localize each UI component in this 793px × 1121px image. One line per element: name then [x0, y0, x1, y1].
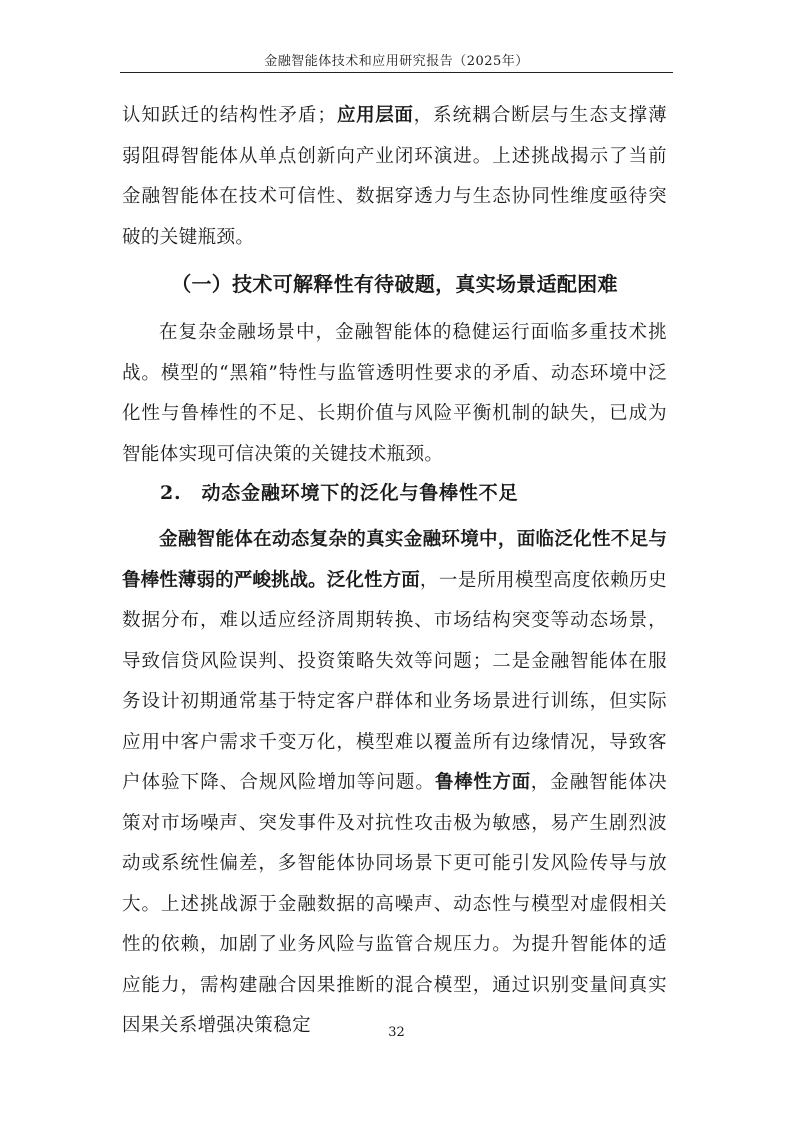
- sub-heading: [160, 478, 518, 505]
- paragraph-3-text-a: ，一是所用模型高度依赖历史数据分布，难以适应经济周期转换、市场结构突变等动态场景，导致信贷风险误判、投资策略失效等问题；二是金融智能体在服务设计初期通常基于特定客户群体和业务场景进行训练，但实际应用中客户需求千变万化，模型难以覆盖所有边缘情况，导致客户体验下降、合规风险增加等问题。: [122, 569, 667, 793]
- sub-heading-number: 2.: [160, 482, 182, 504]
- sub-heading-title: 动态金融环境下的泛化与鲁棒性不足: [201, 482, 519, 504]
- paragraph-1-text-a: 认知跃迁的结构性矛盾；: [122, 105, 337, 126]
- paragraph-3: [122, 520, 667, 1047]
- page-header-title: 金融智能体技术和应用研究报告（2025年）: [264, 54, 529, 69]
- paragraph-2: 在复杂金融场景中，金融智能体的稳健运行面临多重技术挑战。模型的“黑箱”特性与监管透明性要求的矛盾、动态环境中泛化性与鲁棒性的不足、长期价值与风险平衡机制的缺失，已成为智能体实现可信决策的关键技术瓶颈。: [122, 322, 667, 465]
- paragraph-3-bold-term: 鲁棒性方面: [434, 772, 531, 793]
- paragraph-1-bold-term: 应用层面: [336, 105, 414, 126]
- paragraph-1: [122, 96, 667, 258]
- paragraph-3-bold-lead: 金融智能体在动态复杂的真实金融环境中，面临泛化性不足与鲁棒性薄弱的严峻挑战。泛化性方面: [122, 529, 667, 591]
- header-divider: [120, 72, 673, 73]
- paragraph-3-text-b: ，金融智能体决策对市场噪声、突发事件及对抗性攻击极为敏感，易产生剧烈波动或系统性偏差，多智能体协同场景下更可能引发风险传导与放大。上述挑战源于金融数据的高噪声、动态性与模型对虚假相关性的依赖，加剧了业务风险与监管合规压力。为提升智能体的适应能力，需构建融合因果推断的混合模型，通过识别变量间真实因果关系增强决策稳定: [122, 772, 667, 1036]
- page-number: 32: [388, 1025, 405, 1040]
- paragraph-1-text-b: ，系统耦合断层与生态支撑薄弱阻碍智能体从单点创新向产业闭环演进。上述挑战揭示了当前金融智能体在技术可信性、数据穿透力与生态协同性维度亟待突破的关键瓶颈。: [122, 105, 667, 248]
- section-heading: （一）技术可解释性有待破题，真实场景适配困难: [171, 272, 618, 296]
